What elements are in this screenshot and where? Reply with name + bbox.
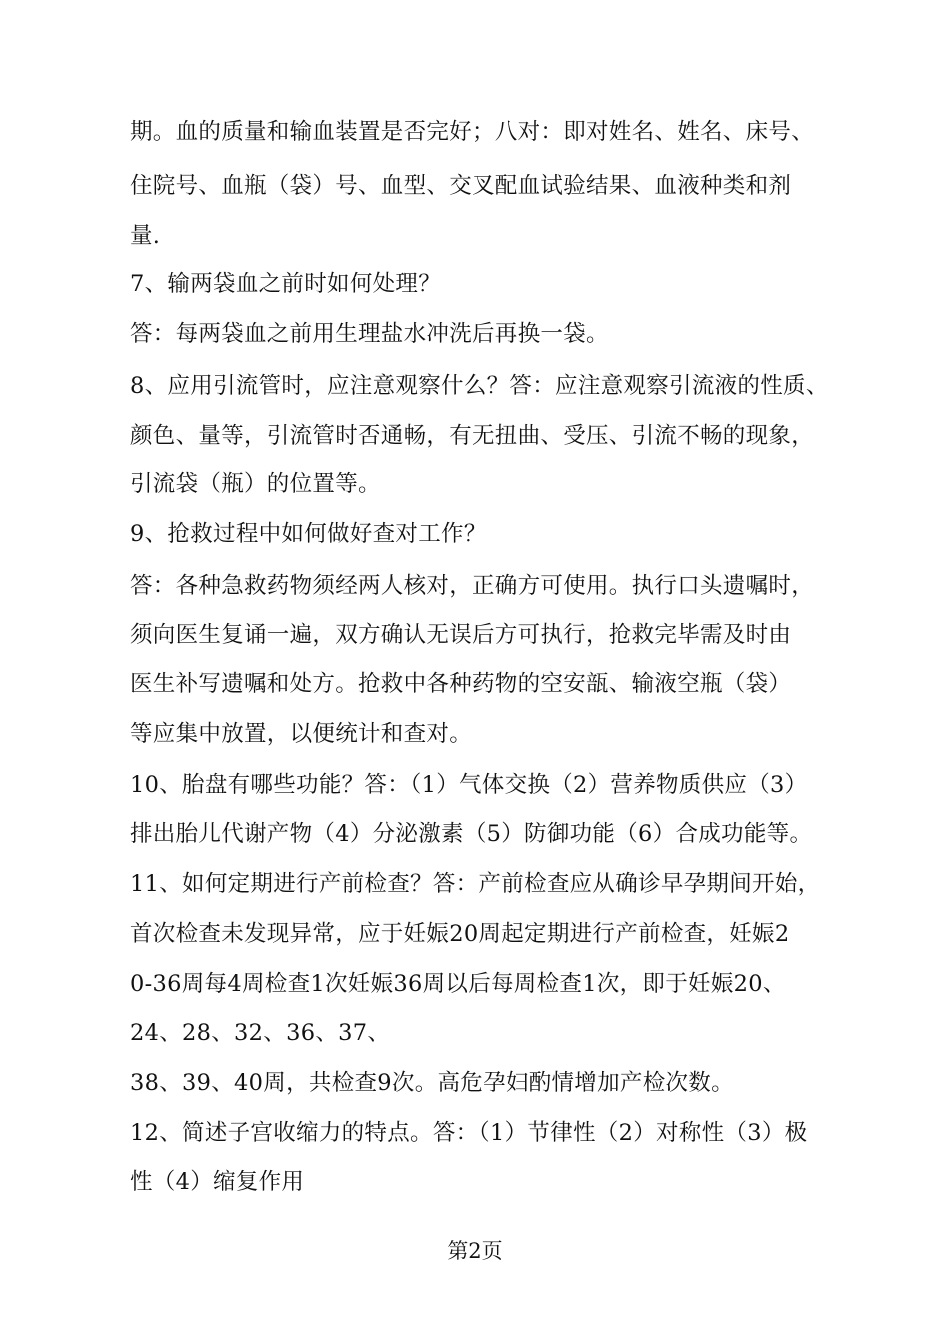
text-line: 医生补写遗嘱和处方。抢救中各种药物的空安瓿、输液空瓶（袋） [130, 671, 792, 697]
text-line: 0-36周每4周检查1次妊娠36周以后每周检查1次，即于妊娠20、 [130, 971, 786, 997]
text-line: 量. [130, 223, 161, 249]
text-line: 期。血的质量和输血装置是否完好；八对：即对姓名、姓名、床号、 [130, 119, 815, 145]
text-line: 颜色、量等，引流管时否通畅，有无扭曲、受压、引流不畅的现象， [130, 423, 815, 449]
text-line: 住院号、血瓶（袋）号、血型、交叉配血试验结果、血液种类和剂 [130, 173, 792, 199]
text-line: 等应集中放置，以便统计和查对。 [130, 721, 473, 747]
question-7: 7、输两袋血之前时如何处理？ [130, 271, 442, 297]
text-line: 24、28、32、36、37、 [130, 1020, 391, 1046]
question-10: 10、胎盘有哪些功能？答：（1）气体交换（2）营养物质供应（3） [130, 772, 808, 798]
question-9: 9、抢救过程中如何做好查对工作？ [130, 521, 487, 547]
text-line: 排出胎儿代谢产物（4）分泌激素（5）防御功能（6）合成功能等。 [130, 821, 813, 847]
question-11: 11、如何定期进行产前检查？答：产前检查应从确诊早孕期间开始， [130, 871, 821, 897]
question-12: 12、简述子宫收缩力的特点。答：（1）节律性（2）对称性（3）极 [130, 1120, 808, 1146]
text-line: 38、39、40周，共检查9次。高危孕妇酌情增加产检次数。 [130, 1070, 734, 1096]
question-8: 8、应用引流管时，应注意观察什么？答：应注意观察引流液的性质、 [130, 373, 829, 399]
text-line: 引流袋（瓶）的位置等。 [130, 471, 381, 497]
answer-9: 答：各种急救药物须经两人核对，正确方可使用。执行口头遗嘱时， [130, 573, 815, 599]
page-number: 第2页 [447, 1239, 503, 1263]
text-line: 首次检查未发现异常，应于妊娠20周起定期进行产前检查，妊娠2 [130, 921, 790, 947]
text-line: 性（4）缩复作用 [130, 1169, 305, 1195]
text-line: 须向医生复诵一遍，双方确认无误后方可执行，抢救完毕需及时由 [130, 622, 792, 648]
answer-7: 答：每两袋血之前用生理盐水冲洗后再换一袋。 [130, 321, 609, 347]
